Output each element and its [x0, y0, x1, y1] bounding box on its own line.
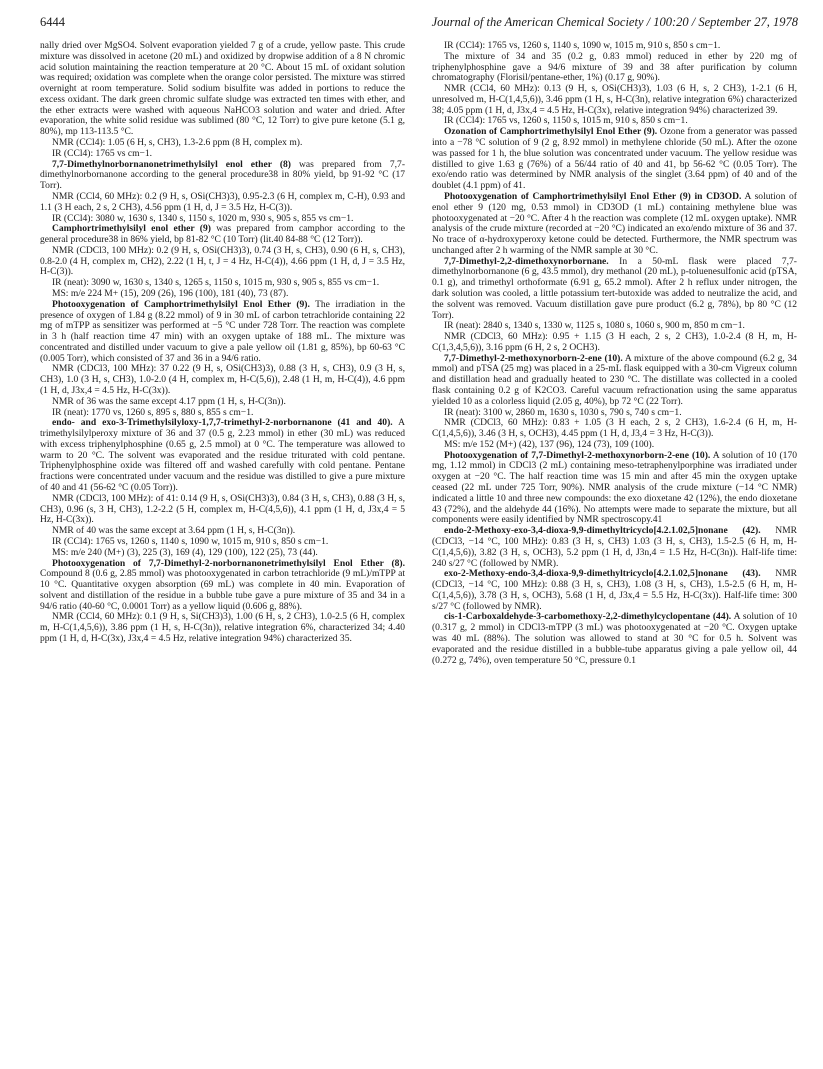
paragraph-text: IR (CCl4): 1765 vs, 1260 s, 1150 s, 1015 m, 910 s, 850 s cm−1. — [444, 115, 688, 127]
paragraph-text: NMR (CCl4, 60 MHz): 0.1 (9 H, s, Si(CH3)3), 1.00 (6 H, s, 2 CH3), 1.0-2.5 (6 H, complex m, H-C(1,4,5,6)), 3.86 ppm (1 H, s, H-C(3n)), relative integration 6%, characterized 34; 4.40 ppm (1 H, d, H-C(3x), J3x,4 = 4.5 Hz, relative integration 94%) characterized 35. — [40, 611, 405, 644]
paragraph-text: A solution of enol ether 9 (120 mg, 0.53 mmol) in CD3OD (1 mL) containing methylene blue was photooxygenated at −20 °C. After 4 h the reaction was complete (12 mL oxygen uptake). NMR analysis of the crude mixture (recorded at −20 °C) indicated an exo/endo mixture of 36 and 37. No trace of α-hydroxyperoxy ketone could be detected. Furthermore, the NMR spectrum was unchanged after 2 h warming of the NMR sample at 30 °C. — [432, 190, 797, 256]
paragraph-text: NMR (CCl4, 60 MHz): 0.2 (9 H, s, OSi(CH3)3), 0.95-2.3 (6 H, complex m, C-H), 0.93 and 1.1 (3 H each, 2 s, 2 CH3), 4.56 ppm (1 H, d, J = 3.5 Hz, H-C(3)). — [40, 190, 405, 213]
paragraph-text: NMR of 40 was the same except at 3.64 ppm (1 H, s, H-C(3n)). — [52, 525, 296, 537]
paragraph-text: Compound 8 (0.6 g, 2.85 mmol) was photooxygenated in carbon tetrachloride (9 mL)/mTPP at 10 °C. Quantitative oxygen absorption (69 mL) was complete in 40 min. Evaporation of solvent and distillation of the residue in a bubble tube gave a pure mixture of 35 and 34 in a 94/6 ratio (40-60 °C, 0.0001 Torr) as a yellow liquid (0.606 g, 88%). — [40, 568, 405, 612]
left-column — [40, 41, 405, 1061]
paragraph-text: IR (CCl4): 3080 w, 1630 s, 1340 s, 1150 s, 1020 m, 930 s, 905 s, 855 vs cm−1. — [52, 212, 354, 224]
paragraph-text: NMR (CDCl3, 100 MHz): 0.2 (9 H, s, OSi(CH3)3), 0.74 (3 H, s, CH3), 0.90 (6 H, s, CH3), 0.8-2.0 (4 H, complex m, CH2), 2.22 (1 H, t, J = 4 Hz, H-C(4)), 4.66 ppm (1 H, d, J = 3.5 Hz, H-C(3)). — [40, 244, 405, 278]
paragraph-heading: endo-2-Methoxy-exo-3,4-dioxa-9,9-dimethyltricyclo[4.2.1.02,5]nonane (42). — [444, 525, 761, 537]
paragraph-text: NMR (CDCl3, 100 MHz): 37 0.22 (9 H, s, OSi(CH3)3), 0.88 (3 H, s, CH3), 0.9 (3 H, s, CH3), 1.0 (3 H, s, CH3), 1.0-2.0 (4 H, complex m, H-C(5,6)), 2.48 (1 H, m, H-C(4)), 4.6 ppm (1 H, d, J3x,4 = 4.5 Hz, H-C(3x)). — [40, 363, 405, 396]
paragraph-text: A solution of 10 (0.317 g, 2 mmol) in CDCl3-mTPP (3 mL) was photooxygenated at −20 °C. Oxygen uptake was 40 mL (88%). The solution was allowed to stand at 30 °C for 0.5 h. Solvent was evaporated and the residue distilled in a bubble-tube apparatus giving a pale yellow oil, 44 (0.272 g, 74%), oven temperature 50 °C, pressure 0.1 — [432, 611, 797, 666]
paragraph — [40, 160, 405, 192]
paragraph — [40, 559, 405, 613]
paragraph — [40, 300, 405, 365]
paragraph — [40, 612, 405, 644]
paragraph — [40, 246, 405, 278]
journal-citation: Journal of the American Chemical Society / 100:20 / September 27, 1978 — [431, 15, 798, 29]
paragraph-text: NMR (CCl4): 1.05 (6 H, s, CH3), 1.3-2.6 ppm (8 H, complex m). — [52, 137, 303, 149]
paragraph — [40, 224, 405, 246]
paragraph-text: The mixture of 34 and 35 (0.2 g, 0.83 mmol) reduced in ether by 220 mg of triphenylphosphine gave a 94/6 mixture of 39 and 38 after purification by column chromatography (Florisil/pentane-ether, 1%) (0.17 g, 90%). — [432, 50, 797, 84]
paragraph — [432, 52, 797, 84]
paragraph-heading: exo-2-Methoxy-endo-3,4-dioxa-9,9-dimethyltricyclo[4.2.1.02,5]nonane (43). — [444, 568, 761, 580]
paragraph-text: NMR (CDCl3, −14 °C, 100 MHz): 0.83 (3 H, s, CH3) 1.03 (3 H, s, CH3), 1.5-2.5 (6 H, m, H-C(1,4,5,6)), 3.82 (3 H, s, OCH3), 5.2 ppm (1 H, d, J3n,4 = 1.5 Hz, H-C(3n)). Half-life time: 240 s/27 °C (followed by NMR). — [432, 525, 797, 569]
paragraph-heading: 7,7-Dimethyl-2,2-dimethoxynorbornane. — [444, 255, 609, 267]
paragraph-heading: Camphortrimethylsilyl enol ether (9) — [52, 223, 211, 235]
paragraph-heading: Photooxygenation of Camphortrimethylsilyl Enol Ether (9). — [52, 298, 310, 310]
paragraph-text: nally dried over MgSO4. Solvent evaporation yielded 7 g of a crude, yellow paste. This crude mixture was dissolved in acetone (20 mL) and oxidized by dropwise addition of a 8 N chromic acid solution maintaining the reaction temperature at 20 °C. About 15 mL of oxidant solution was required; oxidation was complete when the orange color persisted. The mixture was stirred overnight at room temperature. Solid sodium bisulfite was added in portions to reduce the excess oxidant. The dark green chromic sulfate sludge was extracted ten times with ether, and the ether extracts were washed with aqueous NaHCO3 solution and water and dried. After evaporation, the white solid residue was sublimed (80 °C, 12 Torr) to give pure ketone (5.1 g, 80%), mp 113-113.5 °C. — [40, 41, 405, 138]
paragraph-heading: endo- and exo-3-Trimethylsilyloxy-1,7,7-trimethyl-2-norbornanone (41 and 40). — [52, 417, 393, 429]
right-column — [432, 41, 797, 1061]
paragraph — [432, 612, 797, 666]
paragraph-text: IR (neat): 2840 s, 1340 s, 1330 w, 1125 s, 1080 s, 1060 s, 900 m, 850 m cm−1. — [444, 320, 745, 332]
paragraph-heading: Ozonation of Camphortrimethylsilyl Enol Ether (9). — [444, 126, 658, 138]
paragraph-text: IR (CCl4): 1765 vs, 1260 s, 1140 s, 1090 w, 1015 m, 910 s, 850 s cm−1. — [444, 41, 721, 51]
paragraph-text: Ozone from a generator was passed into a −78 °C solution of 9 (2 g, 8.92 mmol) in methylene chloride (50 mL). After the ozone was passed for 1 h, the blue solution was concentrated under vacuum. The yellow residue was distilled to give 1.63 g (76%) of a 56/44 ratio of 40 and 41, bp 56-62 °C (0.05 Torr). The exo/endo ratio was determined by NMR analysis of the singlet (3.64 ppm) of 40 and of the doublet (4.1 ppm) of 41. — [432, 126, 797, 192]
paragraph — [40, 418, 405, 493]
paragraph-text: MS: m/e 224 M+ (15), 209 (26), 196 (100), 181 (40), 73 (87). — [52, 287, 289, 299]
paragraph-text: The irradiation in the presence of oxygen of 1.84 g (8.22 mmol) of 9 in 30 mL of carbon tetrachloride containing 22 mg of mTPP as sensitizer was performed at −5 °C under 728 Torr. The reaction was complete in 3 h (half reaction time 47 min) with an oxygen uptake of 188 mL. The mixture was concentrated and distilled under vacuum to give a pale yellow oil (1.81 g, 85%), bp 60-63 °C (0.005 Torr), which consisted of 37 and 36 in a 94/6 ratio. — [40, 298, 405, 364]
paragraph-text: A trimethylsilylperoxy mixture of 36 and 37 (0.5 g, 2.23 mmol) in ether (30 mL) was reduced with excess triphenylphosphine (0.65 g, 2.5 mmol) at 0 °C. The temperature was allowed to warm to 20 °C. The solvent was evaporated and the residue triturated with cold pentane. Triphenylphosphine oxide was filtered off and washed carefully with cold pentane. Pentane fractions were concentrated under vacuum and the residue was distilled to give a pure mixture of 40 and 41 (56-62 °C (0.05 Torr)). — [40, 417, 405, 494]
paragraph-text: NMR (CDCl3, 100 MHz): of 41: 0.14 (9 H, s, OSi(CH3)3), 0.84 (3 H, s, CH3), 0.88 (3 H, s, CH3), 0.96 (s, 3 H, CH3), 1.2-2.2 (5 H, complex m, H-C(4,5,6)), 4.1 ppm (1 H, d, J3x,4 = 5 Hz, H-C(3x)). — [40, 492, 405, 526]
paragraph-text: MS: m/e 240 (M+) (3), 225 (3), 169 (4), 129 (100), 122 (25), 73 (44). — [52, 546, 318, 558]
paragraph-heading: Photooxygenation of 7,7-Dimethyl-2-methoxynorborn-2-ene (10). — [444, 449, 711, 461]
paragraph-text: IR (CCl4): 1765 vs, 1260 s, 1140 s, 1090 w, 1015 m, 910 s, 850 s cm−1. — [52, 535, 329, 547]
paragraph-text: IR (CCl4): 1765 vs cm−1. — [52, 147, 153, 159]
paragraph-text: NMR of 36 was the same except 4.17 ppm (1 H, s, H-C(3n)). — [52, 395, 286, 407]
paragraph — [432, 84, 797, 116]
paragraph — [40, 494, 405, 526]
paragraph-text: IR (neat): 3100 w, 2860 m, 1630 s, 1030 s, 790 s, 740 s cm−1. — [444, 406, 682, 418]
paragraph-heading: 7,7-Dimethylnorbornanonetrimethylsilyl enol ether (8) — [52, 158, 291, 170]
paragraph — [432, 526, 797, 569]
paragraph-text: MS: m/e 152 (M+) (42), 137 (96), 124 (73), 109 (100). — [444, 438, 655, 450]
paragraph-heading: Photooxygenation of 7,7-Dimethyl-2-norbornanonetrimethylsilyl Enol Ether (8). — [52, 557, 405, 569]
page-header — [40, 15, 798, 31]
paragraph-text: NMR (CCl4, 60 MHz): 0.13 (9 H, s, OSi(CH3)3), 1.03 (6 H, s, 2 CH3), 1-2.1 (6 H, unresolved m, H-C(1,4,5,6)), 3.46 ppm (1 H, s, H-C(3n), relative integration 6%) characterized 38; 4.05 ppm (1 H, d, J3x,4 = 4.5 Hz, H-C(3x), relative integration 94%) characterized 39. — [432, 83, 797, 116]
paragraph — [432, 451, 797, 526]
paragraph — [432, 354, 797, 408]
paragraph — [432, 192, 797, 257]
paragraph-text: IR (neat): 3090 w, 1630 s, 1340 s, 1265 s, 1150 s, 1015 m, 930 s, 905 s, 855 vs cm−1. — [52, 277, 380, 289]
paragraph-text: NMR (CDCl3, 60 MHz): 0.95 + 1.15 (3 H each, 2 s, 2 CH3), 1.0-2.4 (8 H, m, H-C(1,3,4,5,6)), 3.16 ppm (6 H, 2 s, 2 OCH3). — [432, 331, 797, 353]
paragraph-text: was prepared from 7,7-dimethylnorbornanone according to the general procedure38 in 80% yield, bp 91-92 °C (17 Torr). — [40, 158, 405, 192]
paragraph-heading: cis-1-Carboxaldehyde-3-carbomethoxy-2,2-dimethylcyclopentane (44). — [444, 611, 732, 623]
paragraph-text: In a 50-mL flask were placed 7,7-dimethylnorbornanone (6 g, 43.5 mmol), dry methanol (20 mL), p-toluenesulfonic acid (pTSA, 0.1 g), and trimethyl orthoformate (6.91 g, 65.2 mmol). After 2 h reflux under nitrogen, the dark solution was cooled, a little potassium tert-butoxide was added to neutralize the acid, and the solvent was removed. Vacuum distillation gave pure product (6.2 g, 78%), bp 80 °C (12 Torr). — [432, 255, 797, 321]
paragraph-text: NMR (CDCl3, −14 °C, 100 MHz): 0.88 (3 H, s, CH3), 1.08 (3 H, s, CH3), 1.5-2.5 (6 H, m, H-C(1,4,5,6)), 3.78 (3 H, s, OCH3), 5.68 (1 H, d, J3x,4 = 5.5 Hz, H-C(3x)). Half-life time: 300 s/27 °C (followed by NMR). — [432, 568, 797, 612]
paragraph — [40, 364, 405, 396]
paragraph-text: IR (neat): 1770 vs, 1260 s, 895 s, 880 s, 855 s cm−1. — [52, 406, 254, 418]
paragraph-heading: Photooxygenation of Camphortrimethylsilyl Enol Ether (9) in CD3OD. — [444, 190, 742, 202]
paragraph-text: A solution of 10 (170 mg, 1.12 mmol) in CDCl3 (2 mL) containing meso-tetraphenylporphine was irradiated under oxygen at −20 °C. The half reaction time was 15 min and after 45 min the oxygen uptake ceased (22 mL under 725 Torr, 90%). NMR analysis of the crude mixture (−14 °C NMR) indicated a little 10 and three new compounds: the exo dioxetane 42 (12%), the endo dioxetane 43 (72%), and the aldehyde 44 (16%). No attempts were made to separate the mixture, but all components were easily identified by NMR spectroscopy.41 — [432, 449, 797, 526]
paragraph — [432, 418, 797, 440]
paragraph-text: was prepared from camphor according to the general procedure38 in 86% yield, bp 81-82 °C (10 Torr) (lit.40 84-88 °C (12 Torr)). — [40, 223, 405, 246]
paragraph-heading: 7,7-Dimethyl-2-methoxynorborn-2-ene (10). — [444, 352, 623, 364]
paragraph — [40, 192, 405, 214]
paragraph-text: A mixture of the above compound (6.2 g, 34 mmol) and pTSA (25 mg) was placed in a 25-mL flask equipped with a 30-cm Vigreux column and distillation head and gradually heated to 230 °C. The distillate was collected in a cooled flask containing 0.2 g of K2CO3. Careful vacuum refractionation using the same apparatus yielded 10 as a colorless liquid (2.05 g, 40%), bp 72 °C (22 Torr). — [432, 352, 797, 407]
paragraph — [40, 41, 405, 138]
paragraph-text: NMR (CDCl3, 60 MHz): 0.83 + 1.05 (3 H each, 2 s, 2 CH3), 1.6-2.4 (6 H, m, H-C(1,4,5,6)), 3.46 (3 H, s, OCH3), 4.45 ppm (1 H, d, J3,4 = 3 Hz, H-C(3)). — [432, 417, 797, 440]
paragraph — [432, 257, 797, 322]
paragraph — [432, 332, 797, 354]
paragraph — [432, 569, 797, 612]
paragraph — [432, 127, 797, 192]
page-number: 6444 — [40, 15, 65, 29]
